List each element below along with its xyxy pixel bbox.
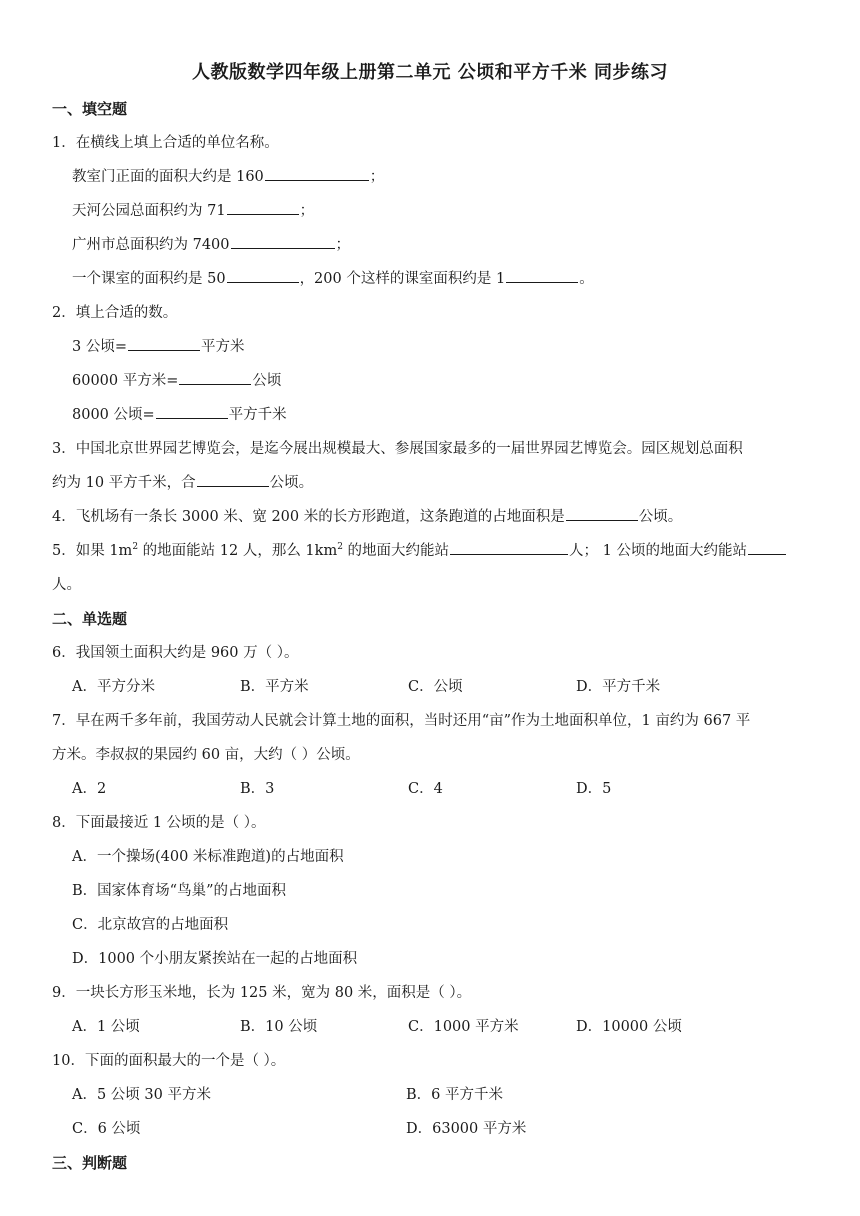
item-text: 公顷。 bbox=[638, 509, 683, 525]
item-text: ； bbox=[299, 203, 315, 219]
option-a[interactable]: A．一个操场(400 米标准跑道)的占地面积 bbox=[72, 849, 344, 865]
question-7-line1: 7．早在两千多年前，我国劳动人民就会计算土地的面积，当时还用“亩”作为土地面积单位，1 亩约为 667 平 bbox=[52, 713, 751, 729]
option-c[interactable]: C．6 公顷 bbox=[72, 1121, 141, 1137]
question-2-stem: 2．填上合适的数。 bbox=[52, 305, 178, 321]
item-text: 的地面大约能站 bbox=[342, 543, 450, 559]
item-text: 约为 10 平方千米，合 bbox=[52, 475, 196, 491]
question-1-item-b bbox=[52, 194, 808, 228]
item-text: 广州市总面积约为 7400 bbox=[72, 237, 230, 253]
item-text: 。 bbox=[579, 271, 594, 287]
item-text: 教室门正面的面积大约是 160 bbox=[72, 169, 264, 185]
answer-blank[interactable] bbox=[227, 196, 299, 215]
item-text: 人； 1 公顷的地面大约能站 bbox=[569, 543, 747, 559]
option-d[interactable]: D．1000 个小朋友紧挨站在一起的占地面积 bbox=[72, 951, 358, 967]
question-2-item-c bbox=[52, 398, 808, 432]
question-3-line2 bbox=[52, 466, 808, 500]
option-d[interactable]: D．10000 公顷 bbox=[576, 1019, 682, 1035]
answer-blank[interactable] bbox=[506, 264, 578, 283]
item-text: 平方米 bbox=[200, 339, 245, 355]
option-c[interactable]: C．北京故宫的占地面积 bbox=[72, 917, 229, 933]
question-6-stem: 6．我国领土面积大约是 960 万（ ）。 bbox=[52, 645, 299, 661]
answer-blank[interactable] bbox=[450, 536, 568, 555]
answer-blank[interactable] bbox=[227, 264, 299, 283]
superscript: 2 bbox=[132, 542, 139, 553]
section-heading-single: 二、单选题 bbox=[52, 610, 128, 628]
option-a[interactable]: A．5 公顷 30 平方米 bbox=[72, 1087, 211, 1103]
item-text: 平方千米 bbox=[228, 407, 287, 423]
question-7-options bbox=[52, 772, 808, 806]
item-text: 8000 公顷= bbox=[72, 407, 155, 423]
answer-blank[interactable] bbox=[197, 468, 269, 487]
item-text: 60000 平方米= bbox=[72, 373, 179, 389]
item-text: 公顷。 bbox=[269, 475, 314, 491]
answer-blank[interactable] bbox=[156, 400, 228, 419]
question-5-line1 bbox=[52, 534, 808, 568]
question-1-item-c bbox=[52, 228, 808, 262]
question-9-options bbox=[52, 1010, 808, 1044]
answer-blank[interactable] bbox=[231, 230, 335, 249]
item-text: ，200 个这样的课室面积约是 1 bbox=[299, 271, 506, 287]
answer-blank[interactable] bbox=[128, 332, 200, 351]
question-6-options bbox=[52, 670, 808, 704]
item-text: 的地面能站 12 人，那么 1km bbox=[138, 543, 338, 559]
question-5-line2: 人。 bbox=[52, 577, 81, 593]
option-a[interactable]: A．2 bbox=[72, 781, 107, 797]
question-9-stem: 9．一块长方形玉米地，长为 125 米，宽为 80 米，面积是（ ）。 bbox=[52, 985, 472, 1001]
item-text: 公顷 bbox=[252, 373, 282, 389]
option-b[interactable]: B．6 平方千米 bbox=[406, 1087, 503, 1103]
item-text: ； bbox=[369, 169, 385, 185]
question-1-item-d bbox=[52, 262, 808, 296]
option-d[interactable]: D．63000 平方米 bbox=[406, 1121, 527, 1137]
option-d[interactable]: D．平方千米 bbox=[576, 679, 661, 695]
section-heading-fill: 一、填空题 bbox=[52, 100, 128, 118]
option-c[interactable]: C．公顷 bbox=[408, 679, 463, 695]
option-b[interactable]: B．10 公顷 bbox=[240, 1019, 318, 1035]
question-2-item-b bbox=[52, 364, 808, 398]
option-a[interactable]: A．平方分米 bbox=[72, 679, 155, 695]
answer-blank[interactable] bbox=[265, 162, 369, 181]
item-text: 一个课室的面积约是 50 bbox=[72, 271, 226, 287]
item-text: 4．飞机场有一条长 3000 米、宽 200 米的长方形跑道，这条跑道的占地面积是 bbox=[52, 509, 565, 525]
option-b[interactable]: B．3 bbox=[240, 781, 275, 797]
option-d[interactable]: D．5 bbox=[576, 781, 612, 797]
option-a[interactable]: A．1 公顷 bbox=[72, 1019, 140, 1035]
option-c[interactable]: C．1000 平方米 bbox=[408, 1019, 519, 1035]
item-text: 3 公顷= bbox=[72, 339, 127, 355]
question-10-options-row2 bbox=[52, 1112, 808, 1146]
question-4 bbox=[52, 500, 808, 534]
item-text: ； bbox=[335, 237, 351, 253]
answer-blank[interactable] bbox=[566, 502, 638, 521]
question-1-stem: 1．在横线上填上合适的单位名称。 bbox=[52, 135, 279, 151]
question-10-stem: 10．下面的面积最大的一个是（ ）。 bbox=[52, 1053, 286, 1069]
question-2-item-a bbox=[52, 330, 808, 364]
item-text: 天河公园总面积约为 71 bbox=[72, 203, 226, 219]
question-1-item-a bbox=[52, 160, 808, 194]
section-heading-judge: 三、判断题 bbox=[52, 1154, 128, 1172]
question-7-line2: 方米。李叔叔的果园约 60 亩，大约（ ）公顷。 bbox=[52, 747, 360, 763]
item-text: 5．如果 1m bbox=[52, 543, 133, 559]
page-title: 人教版数学四年级上册第二单元 公顷和平方千米 同步练习 bbox=[191, 62, 669, 83]
question-8-stem: 8．下面最接近 1 公顷的是（ ）。 bbox=[52, 815, 266, 831]
option-b[interactable]: B．平方米 bbox=[240, 679, 309, 695]
superscript: 2 bbox=[337, 542, 343, 553]
answer-blank[interactable] bbox=[748, 536, 786, 555]
question-10-options-row1 bbox=[52, 1078, 808, 1112]
answer-blank[interactable] bbox=[179, 366, 251, 385]
option-c[interactable]: C．4 bbox=[408, 781, 443, 797]
option-b[interactable]: B．国家体育场“鸟巢”的占地面积 bbox=[72, 883, 286, 899]
question-3-line1: 3．中国北京世界园艺博览会，是迄今展出规模最大、参展国家最多的一届世界园艺博览会。园区规划总面积 bbox=[52, 441, 743, 457]
